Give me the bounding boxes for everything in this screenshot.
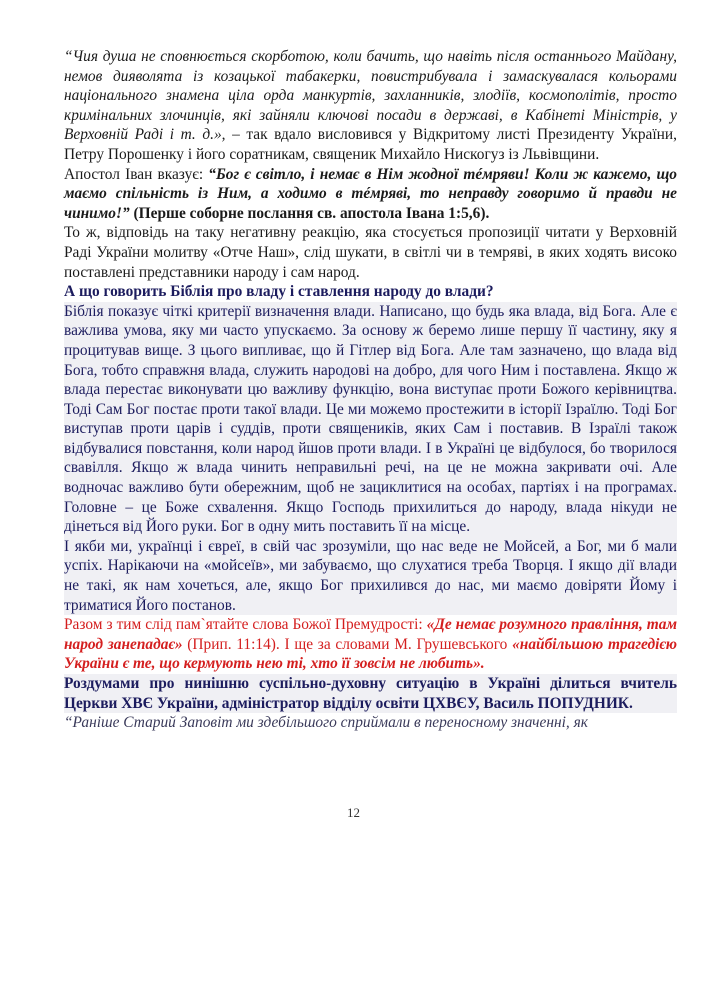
- paragraph-open-letter-quote: [64, 47, 677, 165]
- priest-quote: “Чия душа не сповнюється скорботою, коли бачить, що навіть після останнього Майдану, немов дияволята із козацької табакерки, повистрибувала і замаскувалася кольорами національного знамена ціла орда манкуртів, захланників, злодіїв, космополітів, просто кримінальних злочинців, які зайняли ключові посади в державі, в Кабінеті Міністрів, у Верховній Раді і т. д.»,: [64, 48, 677, 144]
- paragraph-popudnyk-intro: [64, 674, 677, 713]
- apostle-intro: Апостол Іван вказує:: [64, 165, 209, 183]
- paragraph-wisdom-words: [64, 615, 677, 674]
- paragraph-text: Біблія показує чіткі критерії визначення влади. Написано, що будь яка влада, від Бога. Але є важлива умова, яку ми часто упускаємо. За основу ж беремо лише першу її частину, яку я процитував вище. З цього випливає, що й Гітлер від Бога. Але там зазначено, що влада від Бога, тобто справжня влада, служить народові на добро, для чого Ним і поставлена. Якщо ж влада перестає виконувати цю важливу функцію, вона виступає проти Божого керівництва. Тоді Сам Бог постає проти такої влади. Це ми можемо простежити в історії Ізраїлю. Тоді Бог виступав проти царів і суддів, проти священиків, яких Сам і поставив. В Ізраїлі також відбувалися повстання, коли народ йшов проти влади. І в Україні це відбулося, бо творилося свавілля. Якщо ж влада чинить неправильні речі, на це не можна закривати очі. Але водночас важливо бути обережним, щоб не зациклитися на особах, партіях і на програмах. Головне – це Боже схвалення. Якщо Господь прихилиться до народу, влада нікуди не дінеться від Його руки. Бог в одну мить поставить її на місце.: [64, 302, 677, 536]
- scripture-quote: “Бог є світло, і немає в Нім жодної тéмряви! Коли ж кажемо, що маємо спільність із Ним, а ходимо в тéмряві, то неправду говоримо й правди не чинимо!”: [64, 165, 677, 222]
- paragraph-text: І якби ми, українці і євреї, в свій час зрозуміли, що нас веде не Мойсей, а Бог, ми б мали успіх. Нарікаючи на «мойсеїв», ми забуваємо, що слухатися треба Творця. І якщо дії влади не такі, як нам хочеться, але, якщо Бог прихилився до нас, ми маємо довіряти Йому і триматися Його постанов.: [64, 537, 677, 614]
- document-page: [64, 47, 677, 733]
- section-heading-bible-authority: [64, 282, 677, 302]
- proverbs-quote: «Де немає розумного правління, там народ занепадає»: [64, 616, 678, 653]
- hrushevsky-quote: «найбільшою трагедією України є те, що кермують нею ті, хто її зовсім не любить».: [64, 635, 677, 673]
- wisdom-intro: Разом з тим слід пам`ятайте слова Божої Премудрості:: [64, 616, 427, 634]
- paragraph-bible-criteria: [64, 302, 677, 537]
- paragraph-text: Роздумами про нинішню суспільно-духовну ситуацію в Україні ділиться вчитель Церкви ХВЄ України, адміністратор відділу освіти ЦХВЄУ, Василь ПОПУДНИК.: [64, 675, 677, 712]
- priest-quote-attribution: – так вдало висловився у Відкритому листі Президенту України, Петру Порошенку і його соратникам, священик Михайло Нискогуз із Львівщини.: [64, 126, 677, 163]
- heading-text: А що говорить Біблія про владу і ставлення народу до влади?: [64, 283, 494, 301]
- page-number: 12: [347, 805, 360, 820]
- paragraph-text: “Раніше Старий Заповіт ми здебільшого сприймали в переносному значенні, як: [64, 714, 588, 732]
- paragraph-apostle-john: [64, 165, 677, 224]
- paragraph-ukrainians-jews: [64, 537, 677, 615]
- paragraph-negative-reaction: [64, 223, 677, 282]
- paragraph-old-testament-quote: [64, 713, 677, 733]
- proverbs-reference: (Прип. 11:14). І ще за словами М. Грушевського: [182, 635, 513, 653]
- paragraph-text: То ж, відповідь на таку негативну реакцію, яка стосується пропозиції читати у Верховній Раді України молитву «Отче Наш», слід шукати, в світлі чи в темряві, в яких ходять високо поставлені представники народу і сам народ.: [64, 224, 677, 281]
- scripture-reference: (Перше соборне послання св. апостола Івана 1:5,6).: [129, 204, 490, 222]
